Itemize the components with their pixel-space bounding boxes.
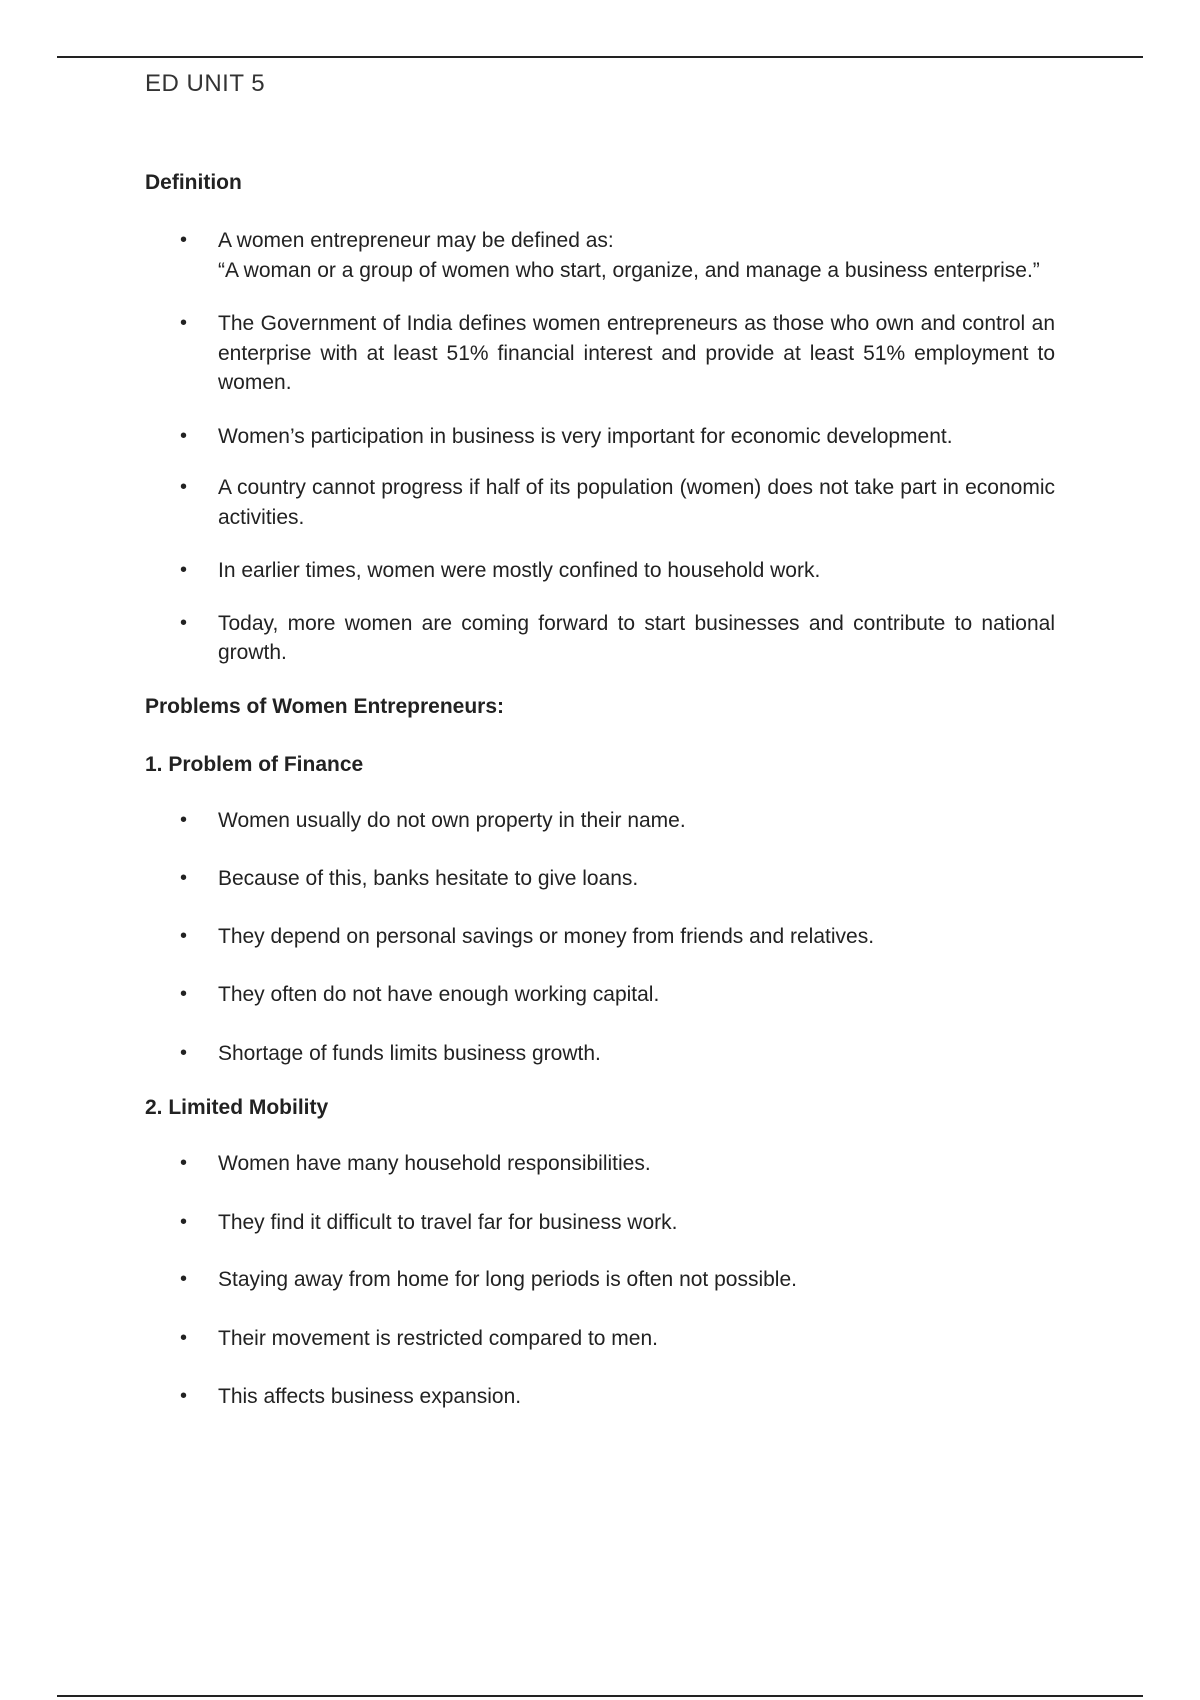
page-header-title: ED UNIT 5 [145, 70, 266, 97]
finance-list [145, 806, 1055, 1069]
bullet-icon: • [180, 1210, 188, 1233]
problems-heading: Problems of Women Entrepreneurs: [145, 694, 505, 718]
list-item-text: Women usually do not own property in their name. [218, 808, 686, 832]
bullet-icon: • [180, 476, 188, 498]
bullet-icon: • [180, 1385, 188, 1407]
list-item [145, 609, 1055, 668]
list-item [145, 226, 1055, 285]
bottom-rule [57, 1695, 1143, 1697]
list-item [145, 1382, 1055, 1412]
list-item [145, 473, 1055, 532]
list-item [145, 556, 1055, 586]
bullet-icon: • [180, 924, 188, 947]
document-body [145, 168, 1055, 1412]
list-item [145, 806, 1055, 836]
list-item-text: They find it difficult to travel far for business work. [218, 1210, 678, 1234]
list-item-text: This affects business expansion. [218, 1385, 522, 1408]
bullet-icon: • [180, 1268, 188, 1290]
bullet-icon: • [180, 983, 188, 1005]
definition-quote: “A woman or a group of women who start, organize, and manage a business enterprise.” [218, 258, 1040, 282]
list-item [145, 1208, 1055, 1238]
bullet-icon: • [180, 1152, 188, 1174]
list-item-text: Women have many household responsibilities. [218, 1152, 651, 1175]
list-item [145, 980, 1055, 1010]
definition-heading: Definition [145, 171, 242, 194]
definition-list [145, 226, 1055, 668]
list-item-text: They often do not have enough working capital. [218, 983, 660, 1006]
list-item-text: They depend on personal savings or money from friends and relatives. [218, 924, 875, 948]
list-item [145, 1149, 1055, 1179]
list-item [145, 309, 1055, 398]
list-item-text: The Government of India defines women entrepreneurs as those who own and control an enterprise with at least 51% financial interest and provide at least 51% employment to women. [218, 312, 1055, 394]
list-item [145, 1039, 1055, 1069]
list-item [145, 922, 1055, 952]
bullet-icon: • [180, 312, 188, 334]
bullet-icon: • [180, 867, 188, 889]
definition-intro: A women entrepreneur may be defined as: [218, 229, 614, 252]
bullet-icon: • [180, 229, 188, 251]
list-item-text: Because of this, banks hesitate to give loans. [218, 867, 639, 890]
bullet-icon: • [180, 1326, 188, 1349]
bullet-icon: • [180, 424, 188, 447]
list-item-text: Shortage of funds limits business growth. [218, 1041, 601, 1065]
bullet-icon: • [180, 611, 188, 634]
list-item [145, 864, 1055, 894]
bullet-icon: • [180, 1041, 188, 1064]
mobility-heading: 2. Limited Mobility [145, 1096, 329, 1119]
list-item-text: Their movement is restricted compared to men. [218, 1326, 658, 1350]
top-rule [57, 56, 1143, 58]
bullet-icon: • [180, 559, 188, 581]
list-item-text: Today, more women are coming forward to start businesses and contribute to national growth. [218, 611, 1055, 664]
list-item-text: A country cannot progress if half of its population (women) does not take part in economic activities. [218, 476, 1055, 529]
mobility-list [145, 1149, 1055, 1412]
list-item-text: Women’s participation in business is very important for economic development. [218, 424, 953, 448]
list-item [145, 1324, 1055, 1354]
bullet-icon: • [180, 808, 188, 831]
list-item-text: Staying away from home for long periods is often not possible. [218, 1268, 797, 1291]
list-item-text: In earlier times, women were mostly confined to household work. [218, 559, 821, 582]
finance-heading: 1. Problem of Finance [145, 752, 364, 776]
list-item [145, 422, 1055, 452]
list-item [145, 1265, 1055, 1295]
